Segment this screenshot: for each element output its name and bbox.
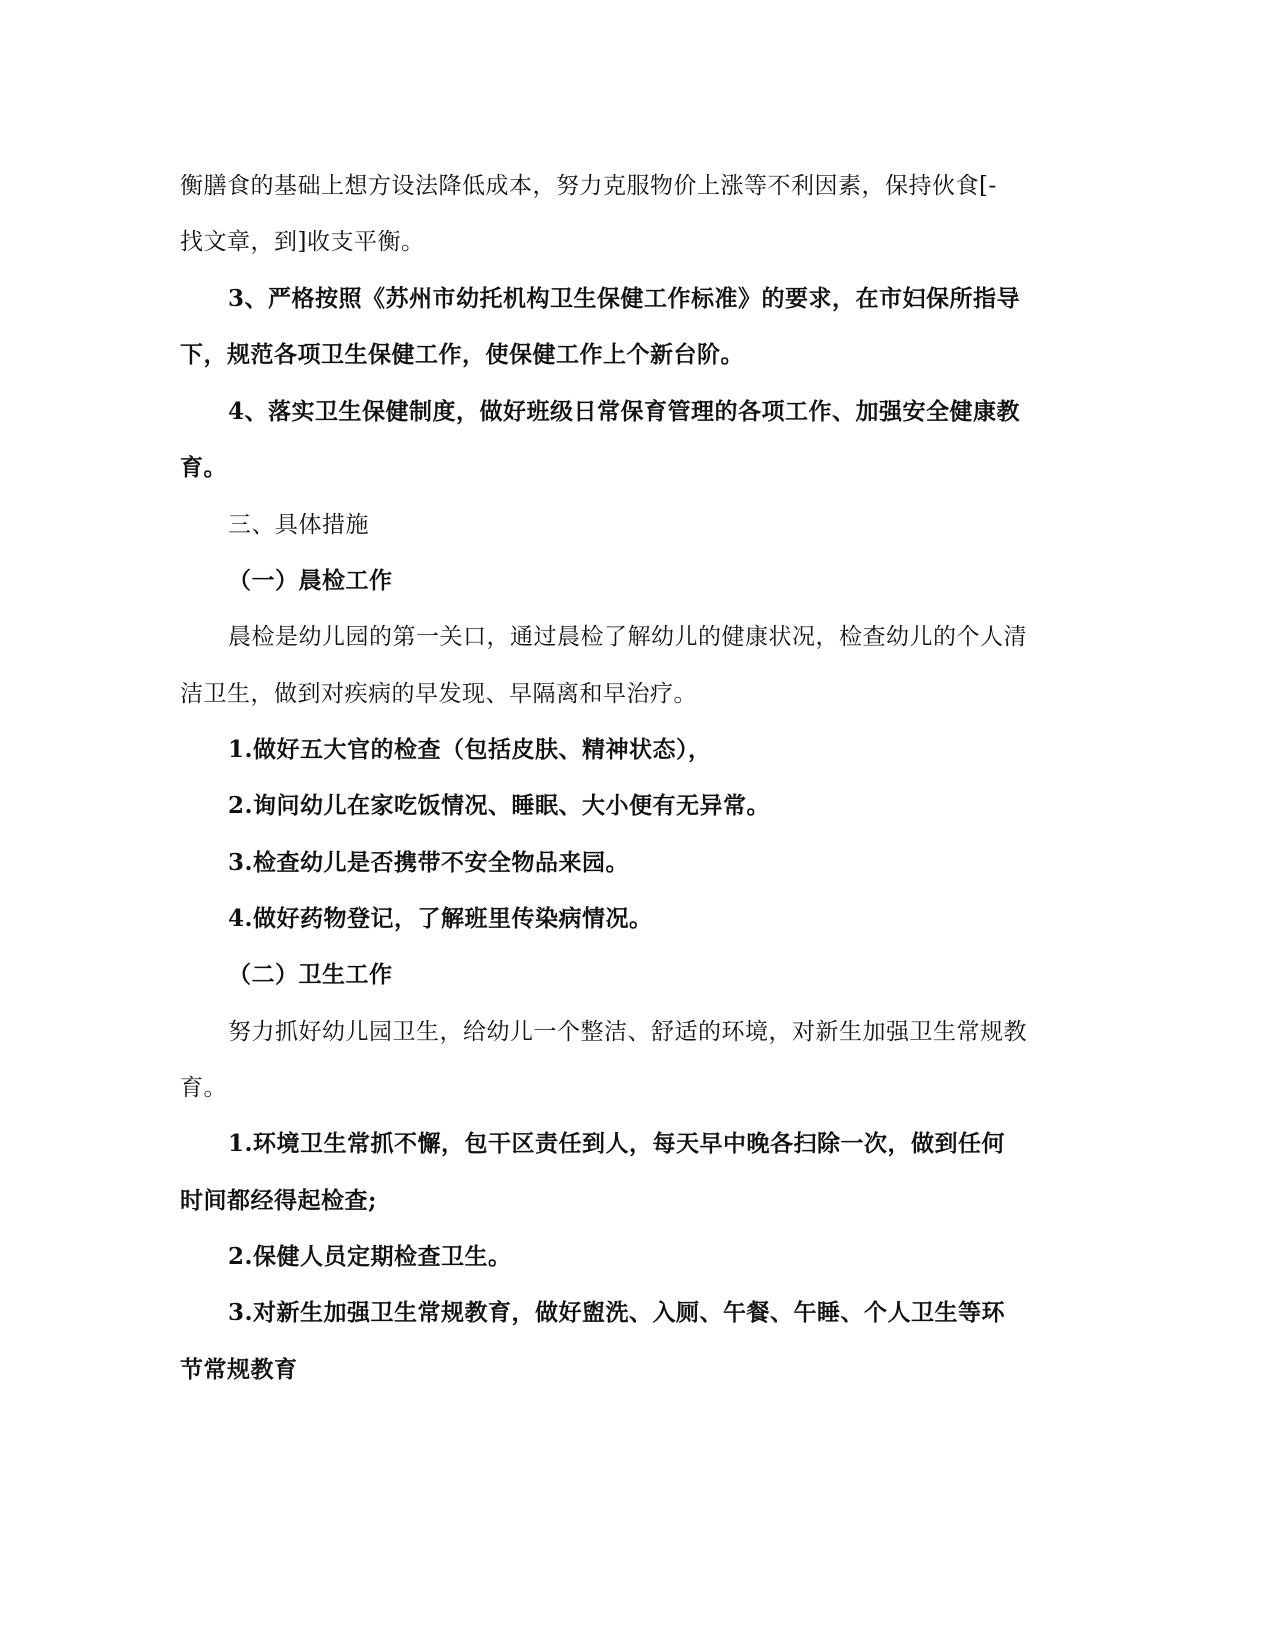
- paragraph-line: 4、落实卫生保健制度，做好班级日常保育管理的各项工作、加强安全健康教: [228, 398, 1021, 425]
- list-item-continuation: 节常规教育: [180, 1356, 298, 1383]
- section-heading: 三、具体措施: [228, 512, 369, 538]
- list-item: 2.保健人员定期检查卫生。: [228, 1243, 512, 1270]
- paragraph-line: 找文章，到]收支平衡。: [180, 229, 425, 255]
- paragraph-line: 育。: [180, 1075, 227, 1101]
- paragraph-line: 下，规范各项卫生保健工作，使保健工作上个新台阶。: [180, 341, 744, 368]
- subsection-heading: （一）晨检工作: [228, 567, 393, 594]
- list-item-continuation: 时间都经得起检查;: [180, 1187, 377, 1214]
- subsection-heading: （二）卫生工作: [228, 961, 393, 988]
- list-item: 2.询问幼儿在家吃饭情况、睡眠、大小便有无异常。: [228, 792, 771, 819]
- paragraph-line: 洁卫生，做到对疾病的早发现、早隔离和早治疗。: [180, 681, 697, 707]
- list-item: 4.做好药物登记，了解班里传染病情况。: [228, 905, 653, 932]
- list-item: 3.对新生加强卫生常规教育，做好盥洗、入厕、午餐、午睡、个人卫生等环: [228, 1299, 1006, 1326]
- list-item: 3.检查幼儿是否携带不安全物品来园。: [228, 849, 630, 876]
- paragraph-line: 育。: [180, 454, 227, 481]
- list-item: 1.环境卫生常抓不懈，包干区责任到人，每天早中晚各扫除一次，做到任何: [228, 1130, 1006, 1157]
- paragraph-line: 3、严格按照《苏州市幼托机构卫生保健工作标准》的要求，在市妇保所指导: [228, 285, 1021, 312]
- paragraph-line: 晨检是幼儿园的第一关口，通过晨检了解幼儿的健康状况，检查幼儿的个人清: [228, 624, 1027, 650]
- paragraph-line: 努力抓好幼儿园卫生，给幼儿一个整洁、舒适的环境，对新生加强卫生常规教: [228, 1019, 1027, 1045]
- paragraph-line: 衡膳食的基础上想方设法降低成本，努力克服物价上涨等不利因素，保持伙食[-: [180, 173, 997, 199]
- list-item: 1.做好五大官的检查（包括皮肤、精神状态），: [228, 736, 712, 763]
